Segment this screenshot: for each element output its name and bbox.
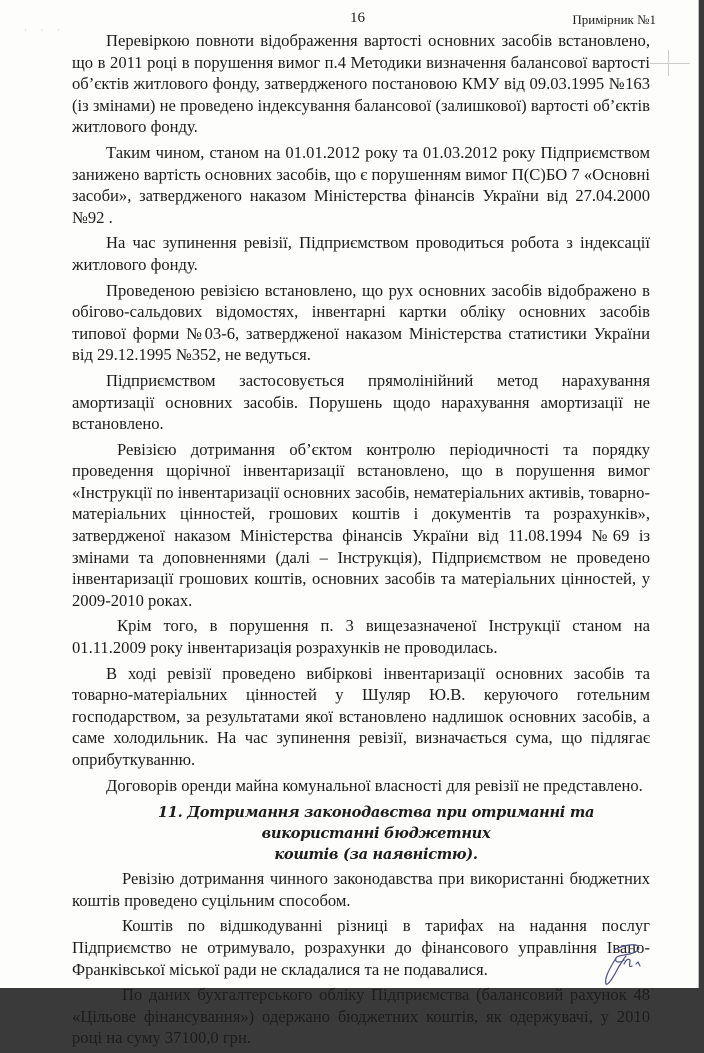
document-body — [72, 30, 650, 1053]
scan-artifact: · · · — [24, 26, 66, 35]
copy-label: Примірник №1 — [572, 12, 656, 27]
paragraph: Проведеною ревізією встановлено, що рух основних засобів відображено в обігово-сальдових відомостях, інвентарні картки обліку основних засобів типової форми №03-6, затвердженої наказом Міністерства статистики України від 29.12.1995 №352, не ведуться. — [72, 280, 650, 365]
scan-artifact-line — [668, 50, 669, 76]
page-header — [0, 10, 698, 28]
page-number: 16 — [350, 10, 365, 26]
paragraph: Ревізією дотримання об’єктом контролю періодичності та порядку проведення щорічної інвентаризації встановлено, що в порушення вимог «Інструкції по інвентаризації основних засобів, нематеріальних активів, товарно-матеріальних цінностей, грошових коштів і документів та розрахунків», затвердженої наказом Міністерства фінансів України від 11.08.1994 №69 із змінами та доповненнями (далі – Інструкція), Підприємством не проведено інвентаризації грошових коштів, основних засобів та матеріальних цінностей, у 2009-2010 роках. — [72, 439, 650, 610]
section-heading-line: 11. Дотримання законодавства при отриманні та використанні бюджетних — [157, 804, 595, 843]
paragraph: В ході ревізії проведено вибіркові інвентаризації основних засобів та товарно-матеріальних цінностей у Шуляр Ю.В. керуючого готельним господарством, за результатами якої встановлено надлишок основних засобів, а саме холодильник. На час зупинення ревізії, визначається сума, що підлягає оприбуткуванню. — [72, 663, 650, 769]
section-heading — [102, 802, 650, 865]
paragraph: Підприємством застосовується прямолінійний метод нарахування амортизації основних засобів. Порушень щодо нарахування амортизації не встановлено. — [72, 370, 650, 434]
paragraph: Ревізію дотримання чинного законодавства при використанні бюджетних коштів проведено суцільним способом. — [72, 869, 650, 910]
paragraph: Таким чином, станом на 01.01.2012 року та 01.03.2012 року Підприємством занижено вартість основних засобів, що є порушенням вимог П(С)БО 7 «Основні засоби», затвердженого наказом Міністерства фінансів України від 27.04.2000 №92 . — [72, 142, 650, 227]
signature-icon — [600, 940, 650, 988]
paragraph: Крім того, в порушення п. 3 вищезазначеної Інструкції станом на 01.11.2009 року інвентаризація розрахунків не проводилась. — [72, 616, 650, 658]
paragraph: Договорів оренди майна комунальної власності для ревізії не представлено. — [106, 775, 643, 795]
paragraph: Перевіркою повноти відображення вартості основних засобів встановлено, що в 2011 році в порушення вимог п.4 Методики визначення балансової вартості об’єктів житлового фонду, затвердженого постановою КМУ від 09.03.1995 №163 (із змінами) не проведено індексування балансової (залишкової) вартості об’єктів житлового фонду. — [72, 31, 650, 137]
scan-artifact-line — [650, 63, 690, 64]
paragraph: По даних бухгалтерського обліку Підприємства (балансовий рахунок 48 «Цільове фінансування») одержано бюджетних коштів, як одержувачі, у 2010 році на суму 37100,0 грн. — [72, 985, 650, 1048]
paragraph: На час зупинення ревізії, Підприємством проводиться робота з індексації житлового фонду. — [72, 233, 650, 274]
paragraph: Коштів по відшкодуванні різниці в тарифах на надання послуг Підприємство не отримувало, розрахунки до фінансового управління Івано-Франківської міської ради не складалися та не подавалися. — [72, 916, 650, 979]
section-heading-line: коштів (за наявністю). — [274, 846, 478, 864]
